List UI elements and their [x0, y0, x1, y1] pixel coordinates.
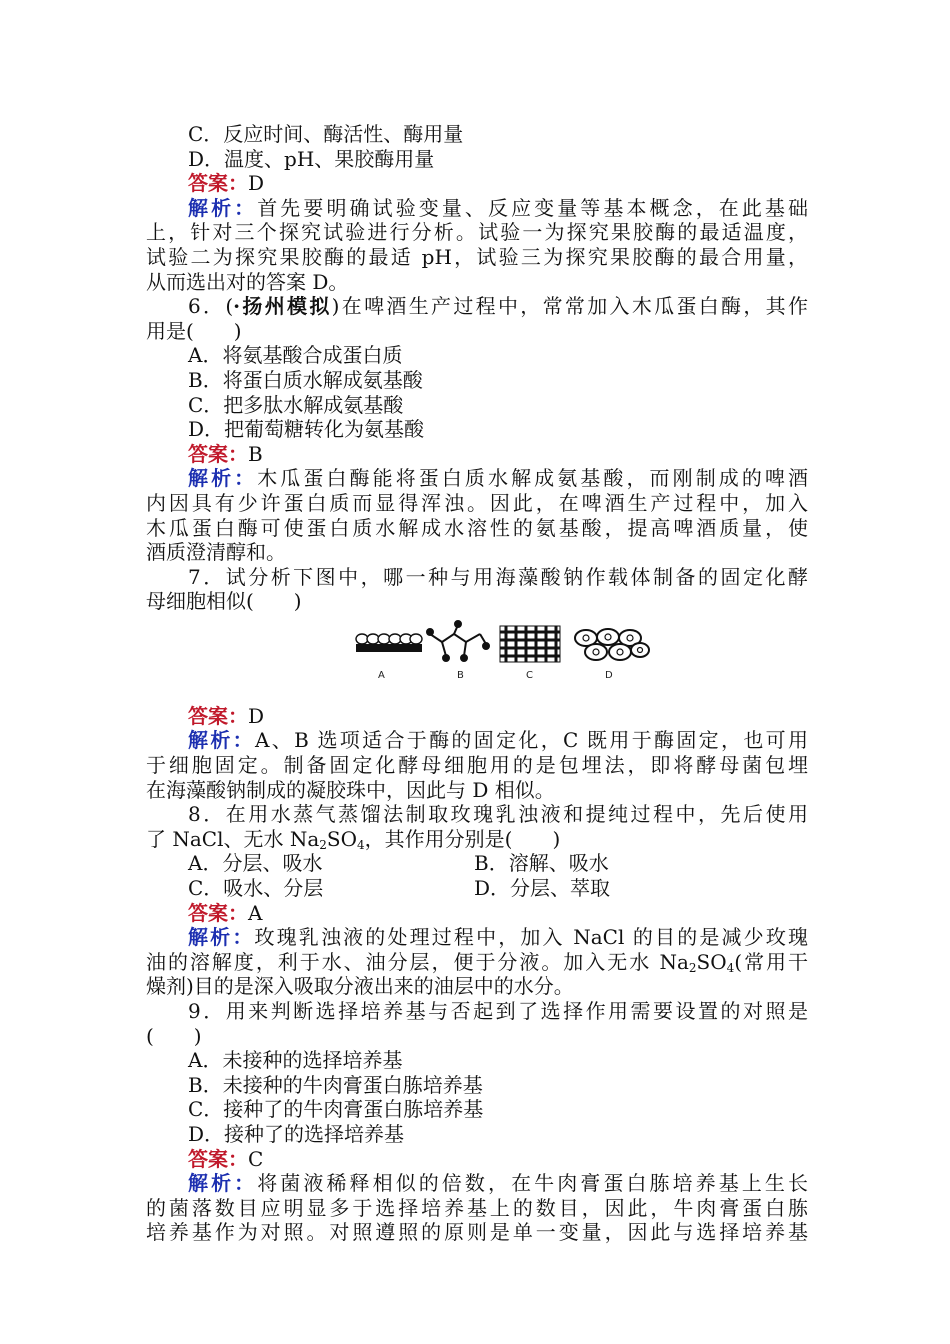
document-page [146, 122, 808, 1245]
q8-option-b: B．溶解、吸水 [474, 851, 609, 876]
q6-option-d: D．把葡萄糖转化为氨基酸 [188, 417, 425, 442]
q9-option-d: D．接种了的选择培养基 [188, 1121, 405, 1146]
q7-answer [146, 704, 808, 729]
q5-analysis-line [146, 196, 808, 221]
q5-analysis-line: 上，针对三个探究试验进行分析。试验一为探究果胶酶的最适温度， [146, 220, 808, 245]
q6-analysis-line: 木瓜蛋白酶可使蛋白质水解成水溶性的氨基酸，提高啤酒质量，使 [146, 515, 808, 540]
q6-option-c: C．把多肽水解成氨基酸 [188, 392, 404, 417]
figure-c-grid [500, 626, 560, 662]
q8-analysis-line [146, 925, 808, 950]
answer-value: A [248, 900, 263, 925]
q6-analysis-line [146, 466, 808, 491]
q7-stem-line: 母细胞相似( ) [146, 589, 302, 614]
q9-answer [146, 1147, 808, 1172]
q8-stem: 8．在用水蒸气蒸馏法制取玫瑰乳浊液和提纯过程中，先后使用 [188, 802, 808, 827]
q7-analysis-line: 在海藻酸钠制成的凝胶珠中，因此与 D 相似。 [146, 777, 555, 802]
figure-label-a: A [378, 669, 385, 681]
q9-analysis-line: 培养基作为对照。对照遵照的原则是单一变量，因此与选择培养基 [146, 1220, 808, 1245]
q9-option-a: A．未接种的选择培养基 [188, 1048, 403, 1073]
immobilization-methods-illustration [354, 620, 654, 670]
answer-label: 答案： [188, 900, 248, 925]
answer-value: B [248, 441, 263, 466]
q5-option-d: D．温度、pH、果胶酶用量 [188, 146, 435, 171]
figure-a-adsorption [356, 634, 422, 652]
q8-analysis-line: 燥剂)目的是深入吸取分液出来的油层中的水分。 [146, 974, 574, 999]
analysis-text: 将菌液稀释相似的倍数，在牛肉膏蛋白胨培养基上生长 [257, 1171, 809, 1196]
analysis-label: 解析： [188, 1171, 258, 1196]
q8-options-row [146, 876, 808, 901]
q6-option-a: A．将氨基酸合成蛋白质 [188, 343, 403, 368]
q8-analysis-line: 油的溶解度，利于水、油分层，便于分液。加入无水 $Na_2SO_4$(常用干 [146, 949, 808, 975]
figure-b-crosslinking [427, 621, 489, 661]
q9-analysis-line [146, 1171, 808, 1196]
answer-label: 答案： [188, 171, 248, 196]
q9-stem-line: ( ) [146, 1023, 202, 1048]
figure-label-c: C [526, 669, 533, 681]
immobilization-figure [146, 614, 808, 704]
analysis-text: 玫瑰乳浊液的处理过程中，加入 NaCl 的目的是减少玫瑰 [254, 925, 808, 950]
q9-stem: 9．用来判断选择培养基与否起到了选择作用需要设置的对照是 [188, 999, 808, 1023]
figure-label-b: B [457, 669, 464, 681]
analysis-label: 解析： [188, 728, 255, 753]
q9-option-b: B．未接种的牛肉膏蛋白胨培养基 [188, 1072, 483, 1097]
q7-stem: 7．试分析下图中，哪一种与用海藻酸钠作载体制备的固定化酵 [188, 564, 808, 589]
answer-value: C [248, 1146, 264, 1171]
question-source: ·扬州模拟 [233, 294, 332, 319]
q5-analysis-line: 试验二为探究果胶酶的最适 pH，试验三为探究果胶酶的最合用量， [146, 244, 808, 269]
answer-label: 答案： [188, 441, 248, 466]
q8-option-a: A．分层、吸水 [188, 851, 323, 876]
q6-option-b: B．将蛋白质水解成氨基酸 [188, 367, 423, 392]
analysis-label: 解析： [188, 195, 258, 220]
question-text: )在啤酒生产过程中，常常加入木瓜蛋白酶，其作 [331, 294, 808, 319]
q8-option-c: C．吸水、分层 [188, 876, 324, 901]
answer-label: 答案： [188, 703, 248, 728]
figure-label-d: D [605, 669, 613, 681]
q7-analysis-line: 于细胞固定。制备固定化酵母细胞用的是包埋法，即将酵母菌包埋 [146, 753, 808, 778]
q5-answer [146, 171, 808, 196]
figure-d-beads [575, 629, 649, 660]
q8-option-d: D．分层、萃取 [474, 876, 611, 901]
q5-option-c: C．反应时间、酶活性、酶用量 [188, 122, 464, 146]
question-number: 6．( [188, 294, 234, 319]
q6-stem [146, 294, 808, 319]
q8-answer [146, 901, 808, 926]
q9-option-c: C．接种了的牛肉膏蛋白胨培养基 [188, 1097, 484, 1122]
answer-value: D [248, 703, 265, 728]
analysis-label: 解析： [188, 925, 255, 950]
answer-label: 答案： [188, 1146, 248, 1171]
q6-stem-line: 用是( ) [146, 318, 242, 343]
q8-options-row [146, 851, 808, 876]
q9-analysis-line: 的菌落数目应明显多于选择培养基上的数目，因此，牛肉膏蛋白胨 [146, 1195, 808, 1220]
q6-answer [146, 442, 808, 467]
q5-analysis-line: 从而选出对的答案 D。 [146, 269, 349, 294]
analysis-text: 首先要明确试验变量、反应变量等基本概念，在此基础 [257, 195, 809, 220]
q8-stem-line: 了 NaCl、无水 $Na_2SO_4$，其作用分别是( ) [146, 826, 561, 852]
q6-analysis-line: 酒质澄清醇和。 [146, 540, 286, 565]
answer-value: D [248, 171, 265, 196]
q6-analysis-line: 内因具有少许蛋白质而显得浑浊。因此，在啤酒生产过程中，加入 [146, 490, 808, 515]
q7-analysis-line [146, 728, 808, 753]
analysis-label: 解析： [188, 466, 258, 491]
analysis-text: 木瓜蛋白酶能将蛋白质水解成氨基酸，而刚制成的啤酒 [257, 466, 809, 491]
analysis-text: A、B 选项适合于酶的固定化，C 既用于酶固定，也可用 [254, 728, 808, 753]
